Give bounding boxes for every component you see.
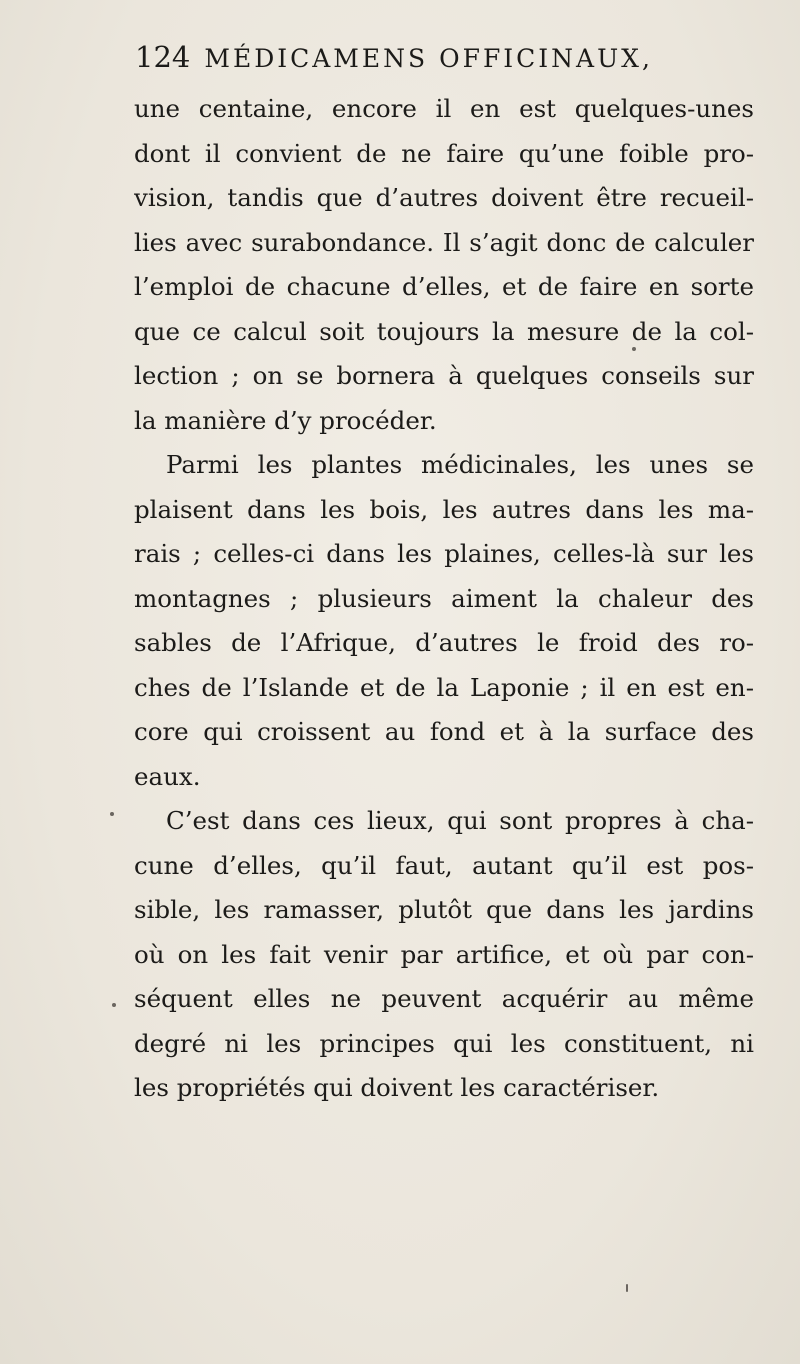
text-line: rais ; celles-ci dans les plaines, celles-là sur les: [134, 539, 754, 568]
text-line: les propriétés qui doivent les caractériser.: [134, 1073, 660, 1102]
text-line: lies avec surabondance. Il s’agit donc de calculer: [134, 227, 754, 257]
text-line: C’est dans ces lieux, qui sont propres à cha-: [166, 806, 754, 835]
running-head: MÉDICAMENS OFFICINAUX,: [204, 44, 653, 73]
text-line: lection ; on se bornera à quelques conseils sur: [134, 361, 754, 390]
text-line: dont il convient de ne faire qu’une foible pro-: [134, 138, 754, 168]
text-line: l’emploi de chacune d’elles, et de faire en sorte: [134, 272, 754, 301]
text-line: ches de l’Islande et de la Laponie ; il en est en-: [134, 672, 754, 702]
text-line: cune d’elles, qu’il faut, autant qu’il est pos-: [134, 850, 754, 880]
text-line: sables de l’Afrique, d’autres le froid des ro-: [134, 628, 754, 657]
text-line: core qui croissent au fond et à la surface des: [134, 717, 754, 746]
text-line: séquent elles ne peuvent acquérir au même: [134, 984, 754, 1013]
text-line: où on les fait venir par artifice, et où par con-: [134, 939, 754, 969]
print-speck: [626, 1284, 628, 1292]
text-line: que ce calcul soit toujours la mesure de la col-: [134, 316, 754, 346]
text-line: montagnes ; plusieurs aiment la chaleur des: [134, 583, 754, 613]
body-text: [134, 87, 754, 1111]
print-speck: [110, 812, 114, 816]
print-speck: [632, 347, 636, 351]
text-line: vision, tandis que d’autres doivent être recueil-: [134, 183, 754, 212]
text-line: la manière d’y procéder.: [134, 405, 437, 435]
text-line: Parmi les plantes médicinales, les unes se: [166, 450, 754, 479]
text-line: eaux.: [134, 761, 201, 791]
page-header: [135, 40, 735, 90]
text-line: plaisent dans les bois, les autres dans les ma-: [134, 494, 754, 524]
page-number: 124: [135, 40, 191, 74]
text-line: une centaine, encore il en est quelques-unes: [134, 94, 754, 123]
text-line: degré ni les principes qui les constituent, ni: [134, 1028, 754, 1058]
print-speck: [112, 1003, 116, 1007]
text-line: sible, les ramasser, plutôt que dans les jardins: [134, 895, 754, 924]
